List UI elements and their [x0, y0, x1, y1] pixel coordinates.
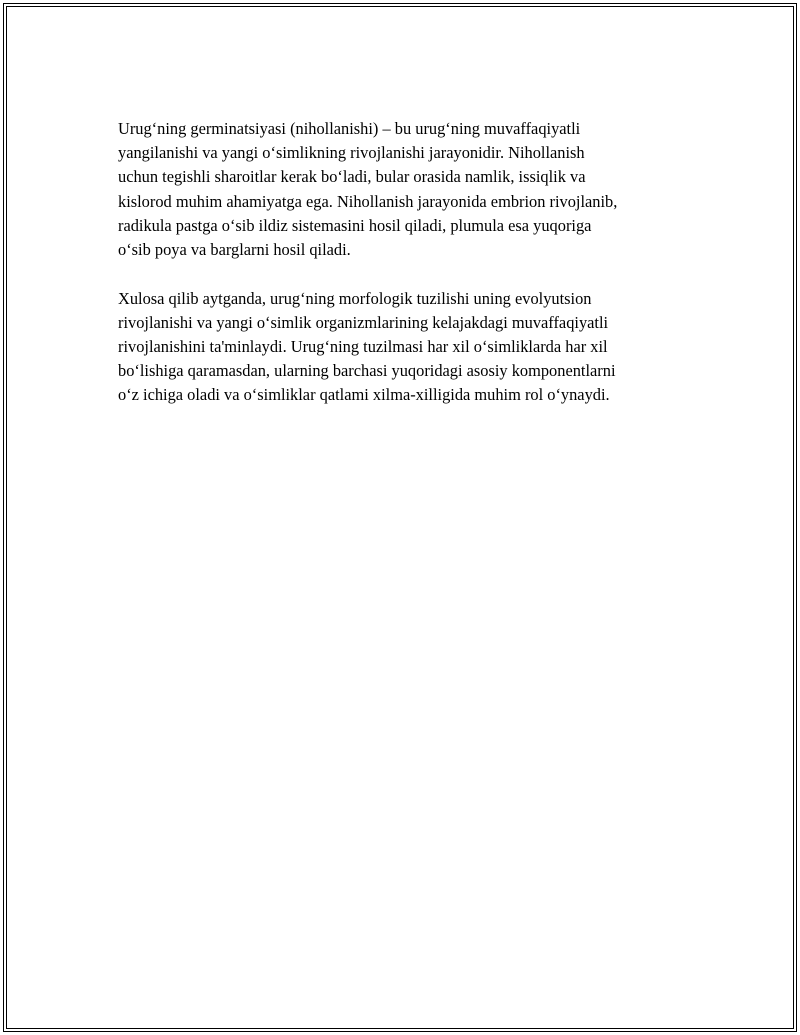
paragraph-line: radikula pastga o‘sib ildiz sistemasini hosil qiladi, plumula esa yuqoriga [118, 215, 592, 235]
paragraph-conclusion [118, 287, 688, 408]
paragraph-germination [118, 117, 688, 262]
paragraph-line: rivojlanishini ta'minlaydi. Urug‘ning tuzilmasi har xil o‘simliklarda har xil [118, 337, 608, 357]
paragraph-line: yangilanishi va yangi o‘simlikning rivojlanishi jarayonidir. Nihollanish [118, 143, 585, 163]
paragraph-line: o‘z ichiga oladi va o‘simliklar qatlami xilma-xilligida muhim rol o‘ynaydi. [118, 385, 610, 405]
paragraph-line: rivojlanishi va yangi o‘simlik organizmlarining kelajakdagi muvaffaqiyatli [118, 312, 609, 332]
paragraph-line: Urug‘ning germinatsiyasi (nihollanishi) – bu urug‘ning muvaffaqiyatli [118, 119, 581, 138]
paragraph-line: uchun tegishli sharoitlar kerak bo‘ladi, bular orasida namlik, issiqlik va [118, 167, 586, 187]
paragraph-line: bo‘lishiga qaramasdan, ularning barchasi yuqoridagi asosiy komponentlarni [118, 361, 616, 381]
document-body [118, 117, 688, 408]
paragraph-line: kislorod muhim ahamiyatga ega. Nihollanish jarayonida embrion rivojlanib, [118, 191, 618, 211]
paragraph-line: o‘sib poya va barglarni hosil qiladi. [118, 240, 351, 260]
paragraph-line: Xulosa qilib aytganda, urug‘ning morfologik tuzilishi uning evolyutsion [118, 288, 592, 308]
paragraph-spacer [118, 262, 688, 286]
